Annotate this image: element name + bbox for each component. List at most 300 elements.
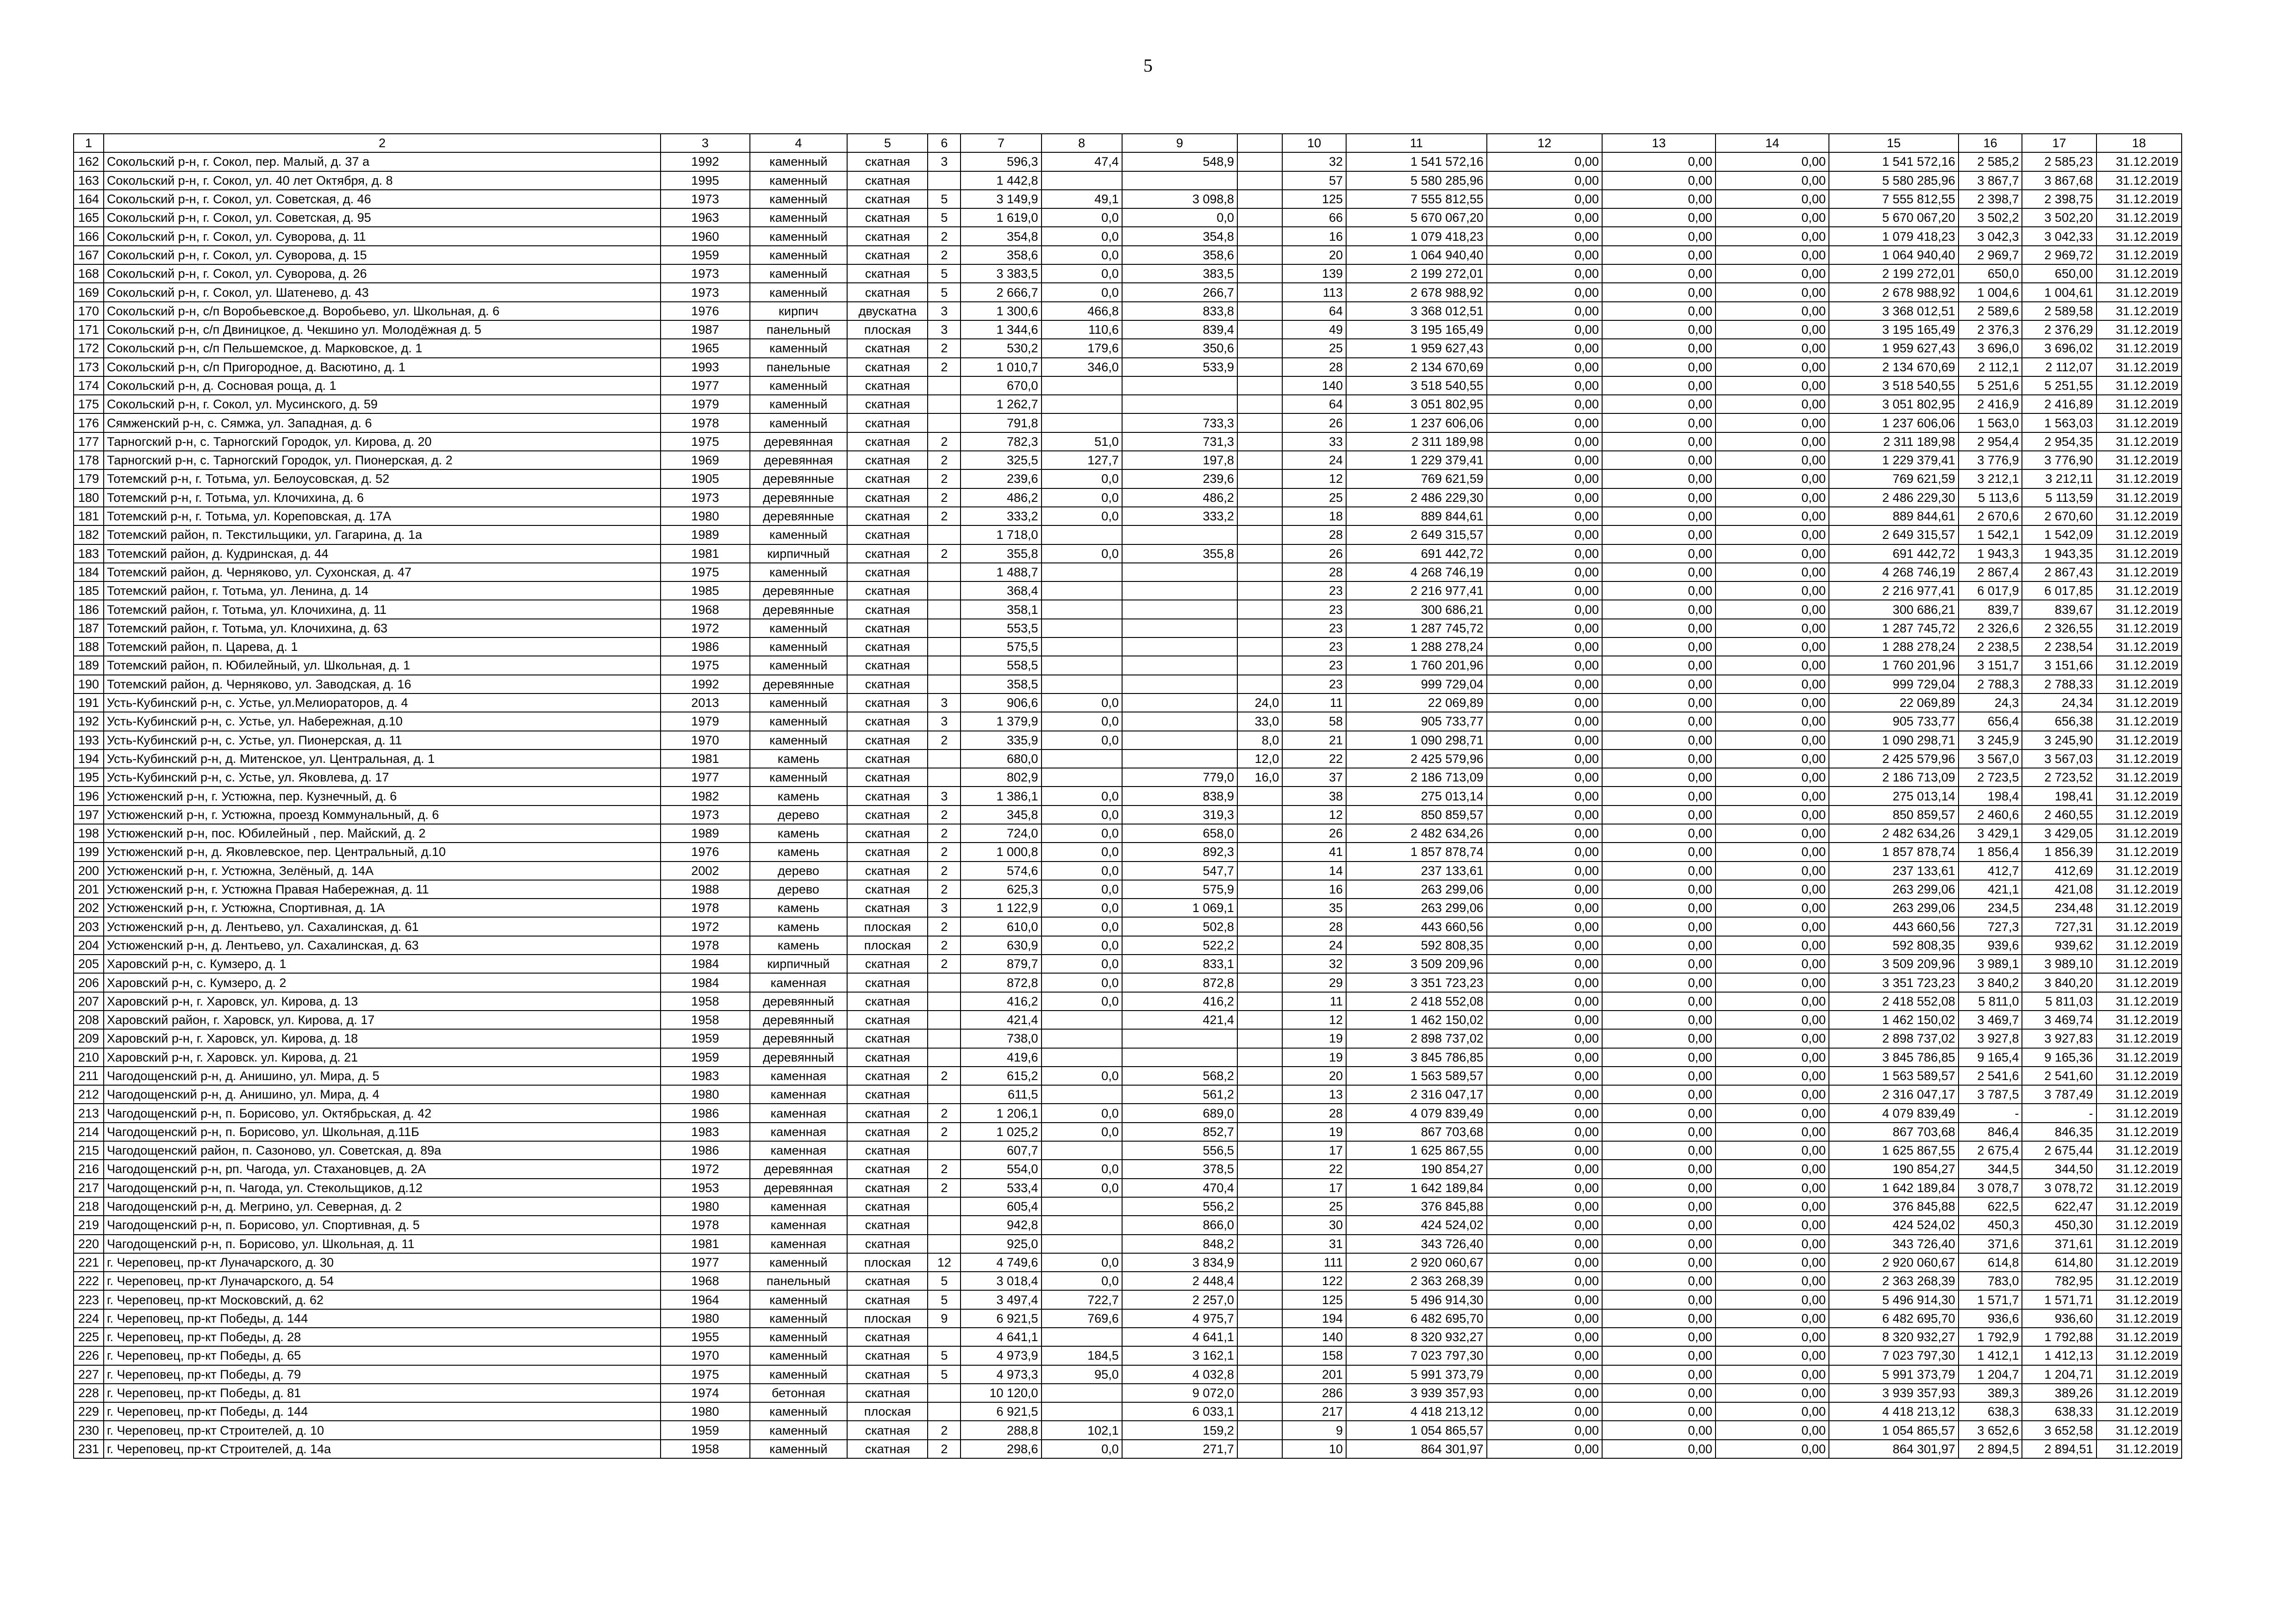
table-cell-16: 850 859,57 <box>1829 806 1959 824</box>
table-cell-1: 218 <box>74 1197 104 1216</box>
table-cell-6: 2 <box>928 1440 961 1458</box>
header-row <box>74 134 2182 152</box>
table-cell-10 <box>1237 1402 1282 1421</box>
table-cell-14: 0,00 <box>1602 395 1716 413</box>
table-cell-10 <box>1237 1272 1282 1290</box>
table-cell-7: 558,5 <box>961 656 1041 675</box>
table-cell-3: 1979 <box>661 395 749 413</box>
table-cell-3: 1975 <box>661 656 749 675</box>
table-cell-3: 1972 <box>661 619 749 637</box>
table-cell-2: Тотемский район, д. Черняково, ул. Сухонская, д. 47 <box>104 563 661 581</box>
table-cell-4: дерево <box>750 806 848 824</box>
table-row <box>74 637 2182 656</box>
table-cell-19: 31.12.2019 <box>2096 656 2182 675</box>
table-cell-10 <box>1237 1160 1282 1178</box>
table-cell-4: деревянный <box>750 1029 848 1048</box>
table-cell-10 <box>1237 675 1282 693</box>
table-cell-11: 19 <box>1282 1123 1346 1141</box>
table-cell-10 <box>1237 339 1282 357</box>
table-cell-19: 31.12.2019 <box>2096 1235 2182 1253</box>
table-cell-1: 199 <box>74 843 104 861</box>
table-cell-2: Харовский р-н, г. Харовск, ул. Кирова, д. 18 <box>104 1029 661 1048</box>
table-cell-14: 0,00 <box>1602 750 1716 768</box>
table-cell-11: 140 <box>1282 1328 1346 1346</box>
table-cell-4: каменный <box>750 246 848 264</box>
table-cell-16: 2 898 737,02 <box>1829 1029 1959 1048</box>
table-cell-15: 0,00 <box>1716 358 1829 376</box>
table-cell-11: 9 <box>1282 1421 1346 1439</box>
table-cell-11: 30 <box>1282 1216 1346 1234</box>
table-cell-2: Чагодощенский р-н, п. Борисово, ул. Школьная, д. 11 <box>104 1235 661 1253</box>
table-cell-6: 12 <box>928 1253 961 1272</box>
table-cell-5: скатная <box>847 1365 928 1384</box>
table-cell-19: 31.12.2019 <box>2096 432 2182 451</box>
table-cell-19: 31.12.2019 <box>2096 955 2182 973</box>
table-cell-17: 2 398,7 <box>1959 190 2022 208</box>
table-cell-14: 0,00 <box>1602 712 1716 731</box>
table-cell-16: 2 920 060,67 <box>1829 1253 1959 1272</box>
table-cell-4: каменный <box>750 1402 848 1421</box>
table-cell-18: 3 078,72 <box>2022 1179 2096 1197</box>
table-cell-4: каменный <box>750 1365 848 1384</box>
table-row <box>74 544 2182 563</box>
table-cell-5: скатная <box>847 1216 928 1234</box>
table-cell-1: 188 <box>74 637 104 656</box>
table-cell-14: 0,00 <box>1602 1216 1716 1234</box>
table-cell-7: 4 749,6 <box>961 1253 1041 1272</box>
table-cell-1: 184 <box>74 563 104 581</box>
table-cell-14: 0,00 <box>1602 488 1716 507</box>
table-cell-2: Харовский р-н, с. Кумзеро, д. 2 <box>104 973 661 992</box>
table-cell-7: 1 718,0 <box>961 525 1041 544</box>
table-cell-17: - <box>1959 1104 2022 1122</box>
table-cell-14: 0,00 <box>1602 171 1716 190</box>
table-cell-14: 0,00 <box>1602 302 1716 320</box>
table-cell-2: Усть-Кубинский р-н, с. Устье, ул. Пионерская, д. 11 <box>104 731 661 750</box>
table-cell-11: 32 <box>1282 955 1346 973</box>
table-cell-4: каменный <box>750 413 848 432</box>
table-cell-6: 2 <box>928 227 961 245</box>
table-cell-3: 1980 <box>661 1309 749 1328</box>
table-cell-17: 2 326,6 <box>1959 619 2022 637</box>
table-cell-2: Сокольский р-н, г. Сокол, ул. Суворова, д. 15 <box>104 246 661 264</box>
table-cell-19: 31.12.2019 <box>2096 1216 2182 1234</box>
table-cell-2: Сокольский р-н, г. Сокол, ул. Советская, д. 95 <box>104 208 661 227</box>
table-cell-6 <box>928 376 961 395</box>
table-cell-6: 5 <box>928 1346 961 1365</box>
table-cell-11: 17 <box>1282 1141 1346 1160</box>
table-cell-12: 1 090 298,71 <box>1346 731 1487 750</box>
table-cell-18: 2 894,51 <box>2022 1440 2096 1458</box>
table-cell-10 <box>1237 246 1282 264</box>
table-cell-15: 0,00 <box>1716 1365 1829 1384</box>
table-cell-9 <box>1122 637 1237 656</box>
table-cell-16: 2 216 977,41 <box>1829 581 1959 600</box>
table-cell-2: Тотемский район, г. Тотьма, ул. Ленина, д. 14 <box>104 581 661 600</box>
table-cell-18: 9 165,36 <box>2022 1048 2096 1067</box>
table-cell-6: 3 <box>928 899 961 917</box>
table-cell-18: 3 042,33 <box>2022 227 2096 245</box>
table-cell-5: скатная <box>847 469 928 488</box>
table-cell-17: 1 004,6 <box>1959 283 2022 301</box>
table-cell-19: 31.12.2019 <box>2096 731 2182 750</box>
table-cell-10 <box>1237 283 1282 301</box>
table-cell-12: 237 133,61 <box>1346 862 1487 880</box>
table-cell-6: 2 <box>928 246 961 264</box>
table-cell-6 <box>928 675 961 693</box>
table-cell-3: 1969 <box>661 451 749 469</box>
table-cell-18: 371,61 <box>2022 1235 2096 1253</box>
table-cell-1: 225 <box>74 1328 104 1346</box>
table-row <box>74 992 2182 1011</box>
table-cell-19: 31.12.2019 <box>2096 1328 2182 1346</box>
table-cell-14: 0,00 <box>1602 227 1716 245</box>
table-cell-2: г. Череповец, пр-кт Победы, д. 81 <box>104 1384 661 1402</box>
table-cell-6: 2 <box>928 843 961 861</box>
table-cell-8: 102,1 <box>1042 1421 1122 1439</box>
table-cell-3: 1977 <box>661 376 749 395</box>
table-cell-13: 0,00 <box>1487 581 1602 600</box>
table-cell-1: 214 <box>74 1123 104 1141</box>
table-cell-12: 1 287 745,72 <box>1346 619 1487 637</box>
table-cell-6: 5 <box>928 264 961 283</box>
table-cell-7: 345,8 <box>961 806 1041 824</box>
table-cell-12: 4 079 839,49 <box>1346 1104 1487 1122</box>
table-cell-5: скатная <box>847 787 928 805</box>
table-cell-2: Сокольский р-н, г. Сокол, ул. Советская, д. 46 <box>104 190 661 208</box>
table-cell-11: 23 <box>1282 656 1346 675</box>
table-cell-1: 200 <box>74 862 104 880</box>
table-cell-2: Сокольский р-н, г. Сокол, ул. 40 лет Октября, д. 8 <box>104 171 661 190</box>
table-cell-16: 4 079 839,49 <box>1829 1104 1959 1122</box>
table-cell-14: 0,00 <box>1602 1085 1716 1104</box>
table-cell-9: 866,0 <box>1122 1216 1237 1234</box>
table-cell-5: скатная <box>847 190 928 208</box>
table-cell-12: 376 845,88 <box>1346 1197 1487 1216</box>
table-cell-6 <box>928 973 961 992</box>
table-cell-3: 1988 <box>661 880 749 899</box>
table-cell-7: 872,8 <box>961 973 1041 992</box>
table-cell-12: 850 859,57 <box>1346 806 1487 824</box>
table-row <box>74 1123 2182 1141</box>
table-cell-3: 1959 <box>661 1421 749 1439</box>
table-cell-15: 0,00 <box>1716 917 1829 936</box>
table-cell-6: 5 <box>928 1272 961 1290</box>
table-cell-2: Тотемский район, п. Текстильщики, ул. Гагарина, д. 1а <box>104 525 661 544</box>
table-cell-10 <box>1237 787 1282 805</box>
table-cell-5: скатная <box>847 358 928 376</box>
table-cell-7: 368,4 <box>961 581 1041 600</box>
table-cell-14: 0,00 <box>1602 1402 1716 1421</box>
table-cell-2: г. Череповец, пр-кт Луначарского, д. 30 <box>104 1253 661 1272</box>
table-cell-10: 16,0 <box>1237 768 1282 787</box>
table-cell-1: 223 <box>74 1290 104 1309</box>
table-cell-15: 0,00 <box>1716 1421 1829 1439</box>
table-cell-10 <box>1237 955 1282 973</box>
table-cell-16: 1 287 745,72 <box>1829 619 1959 637</box>
table-cell-8: 722,7 <box>1042 1290 1122 1309</box>
table-cell-13: 0,00 <box>1487 1384 1602 1402</box>
table-cell-13: 0,00 <box>1487 1067 1602 1085</box>
table-cell-4: дерево <box>750 862 848 880</box>
table-cell-4: каменный <box>750 283 848 301</box>
table-cell-5: скатная <box>847 824 928 843</box>
table-row <box>74 806 2182 824</box>
table-cell-9: 2 448,4 <box>1122 1272 1237 1290</box>
table-cell-2: г. Череповец, пр-кт Строителей, д. 10 <box>104 1421 661 1439</box>
table-cell-11: 41 <box>1282 843 1346 861</box>
table-cell-18: 2 541,60 <box>2022 1067 2096 1085</box>
table-row <box>74 395 2182 413</box>
table-cell-2: Тарногский р-н, с. Тарногский Городок, ул. Пионерская, д. 2 <box>104 451 661 469</box>
table-cell-18: 3 567,03 <box>2022 750 2096 768</box>
table-row <box>74 824 2182 843</box>
table-cell-6: 5 <box>928 190 961 208</box>
header-cell-17: 16 <box>1959 134 2022 152</box>
table-cell-10: 12,0 <box>1237 750 1282 768</box>
table-cell-14: 0,00 <box>1602 1440 1716 1458</box>
table-cell-11: 31 <box>1282 1235 1346 1253</box>
table-cell-12: 1 462 150,02 <box>1346 1011 1487 1029</box>
table-cell-10 <box>1237 600 1282 618</box>
table-row <box>74 656 2182 675</box>
table-cell-19: 31.12.2019 <box>2096 1011 2182 1029</box>
table-cell-12: 2 418 552,08 <box>1346 992 1487 1011</box>
table-cell-11: 13 <box>1282 1085 1346 1104</box>
table-cell-11: 20 <box>1282 1067 1346 1085</box>
table-cell-1: 167 <box>74 246 104 264</box>
table-cell-15: 0,00 <box>1716 581 1829 600</box>
table-cell-12: 263 299,06 <box>1346 899 1487 917</box>
table-cell-15: 0,00 <box>1716 246 1829 264</box>
table-cell-2: Сокольский р-н, д. Сосновая роща, д. 1 <box>104 376 661 395</box>
table-cell-12: 1 642 189,84 <box>1346 1179 1487 1197</box>
table-cell-14: 0,00 <box>1602 1011 1716 1029</box>
table-cell-7: 354,8 <box>961 227 1041 245</box>
table-cell-9: 547,7 <box>1122 862 1237 880</box>
table-cell-16: 999 729,04 <box>1829 675 1959 693</box>
table-cell-13: 0,00 <box>1487 1029 1602 1048</box>
table-cell-3: 1968 <box>661 600 749 618</box>
table-cell-4: каменный <box>750 731 848 750</box>
table-row <box>74 190 2182 208</box>
table-cell-8: 0,0 <box>1042 955 1122 973</box>
table-row <box>74 1365 2182 1384</box>
table-cell-9: 2 257,0 <box>1122 1290 1237 1309</box>
table-cell-16: 3 195 165,49 <box>1829 320 1959 339</box>
table-row <box>74 675 2182 693</box>
table-cell-18: 3 776,90 <box>2022 451 2096 469</box>
table-cell-17: 936,6 <box>1959 1309 2022 1328</box>
table-row <box>74 1384 2182 1402</box>
table-cell-19: 31.12.2019 <box>2096 862 2182 880</box>
table-cell-3: 1973 <box>661 190 749 208</box>
table-cell-6 <box>928 171 961 190</box>
table-cell-19: 31.12.2019 <box>2096 227 2182 245</box>
table-cell-13: 0,00 <box>1487 656 1602 675</box>
table-cell-7: 288,8 <box>961 1421 1041 1439</box>
table-cell-18: 2 460,55 <box>2022 806 2096 824</box>
table-cell-3: 1959 <box>661 1029 749 1048</box>
table-cell-17: 3 469,7 <box>1959 1011 2022 1029</box>
table-cell-15: 0,00 <box>1716 712 1829 731</box>
table-cell-18: 3 867,68 <box>2022 171 2096 190</box>
table-cell-19: 31.12.2019 <box>2096 1290 2182 1309</box>
table-cell-16: 376 845,88 <box>1829 1197 1959 1216</box>
table-cell-1: 228 <box>74 1384 104 1402</box>
table-cell-5: скатная <box>847 955 928 973</box>
table-cell-18: 3 787,49 <box>2022 1085 2096 1104</box>
table-cell-17: 1 943,3 <box>1959 544 2022 563</box>
table-cell-14: 0,00 <box>1602 507 1716 525</box>
table-cell-10 <box>1237 1011 1282 1029</box>
table-cell-11: 12 <box>1282 806 1346 824</box>
table-cell-7: 802,9 <box>961 768 1041 787</box>
table-cell-2: Чагодощенский р-н, д. Анишино, ул. Мира, д. 4 <box>104 1085 661 1104</box>
table-cell-1: 212 <box>74 1085 104 1104</box>
table-cell-7: 1 000,8 <box>961 843 1041 861</box>
table-cell-8: 0,0 <box>1042 880 1122 899</box>
table-cell-13: 0,00 <box>1487 1123 1602 1141</box>
table-cell-7: 1 122,9 <box>961 899 1041 917</box>
table-cell-17: 3 151,7 <box>1959 656 2022 675</box>
table-cell-7: 4 641,1 <box>961 1328 1041 1346</box>
table-cell-19: 31.12.2019 <box>2096 768 2182 787</box>
table-cell-5: скатная <box>847 227 928 245</box>
table-cell-2: Тотемский район, г. Тотьма, ул. Клочихина, д. 63 <box>104 619 661 637</box>
table-cell-8 <box>1042 1235 1122 1253</box>
table-cell-19: 31.12.2019 <box>2096 750 2182 768</box>
table-cell-3: 1973 <box>661 283 749 301</box>
table-cell-6 <box>928 1197 961 1216</box>
table-cell-16: 2 425 579,96 <box>1829 750 1959 768</box>
table-cell-2: Устюженский р-н, г. Устюжна, проезд Коммунальный, д. 6 <box>104 806 661 824</box>
table-cell-10 <box>1237 862 1282 880</box>
table-cell-15: 0,00 <box>1716 525 1829 544</box>
table-cell-19: 31.12.2019 <box>2096 395 2182 413</box>
table-cell-16: 1 625 867,55 <box>1829 1141 1959 1160</box>
table-cell-16: 343 726,40 <box>1829 1235 1959 1253</box>
table-cell-11: 12 <box>1282 469 1346 488</box>
table-cell-13: 0,00 <box>1487 208 1602 227</box>
table-cell-7: 358,6 <box>961 246 1041 264</box>
table-cell-17: 1 792,9 <box>1959 1328 2022 1346</box>
table-cell-9: 733,3 <box>1122 413 1237 432</box>
table-cell-18: 2 376,29 <box>2022 320 2096 339</box>
table-row <box>74 693 2182 712</box>
table-cell-19: 31.12.2019 <box>2096 302 2182 320</box>
table-cell-7: 554,0 <box>961 1160 1041 1178</box>
table-cell-13: 0,00 <box>1487 787 1602 805</box>
table-cell-4: деревянные <box>750 469 848 488</box>
table-cell-8 <box>1042 581 1122 600</box>
table-cell-19: 31.12.2019 <box>2096 973 2182 992</box>
table-cell-11: 32 <box>1282 152 1346 171</box>
table-cell-17: 2 585,2 <box>1959 152 2022 171</box>
table-cell-18: 1 542,09 <box>2022 525 2096 544</box>
table-cell-13: 0,00 <box>1487 264 1602 283</box>
table-cell-13: 0,00 <box>1487 320 1602 339</box>
table-cell-4: деревянные <box>750 581 848 600</box>
table-cell-7: 533,4 <box>961 1179 1041 1197</box>
table-cell-3: 1974 <box>661 1384 749 1402</box>
table-cell-15: 0,00 <box>1716 1123 1829 1141</box>
table-cell-8 <box>1042 1085 1122 1104</box>
table-cell-13: 0,00 <box>1487 862 1602 880</box>
table-cell-2: г. Череповец, пр-кт Победы, д. 144 <box>104 1402 661 1421</box>
table-cell-7: 670,0 <box>961 376 1041 395</box>
table-cell-3: 1978 <box>661 899 749 917</box>
table-cell-13: 0,00 <box>1487 1328 1602 1346</box>
table-cell-3: 1992 <box>661 152 749 171</box>
table-cell-9 <box>1122 600 1237 618</box>
table-cell-8: 346,0 <box>1042 358 1122 376</box>
table-cell-13: 0,00 <box>1487 1179 1602 1197</box>
table-cell-16: 905 733,77 <box>1829 712 1959 731</box>
table-cell-5: двускатна <box>847 302 928 320</box>
table-cell-12: 4 418 213,12 <box>1346 1402 1487 1421</box>
table-cell-10 <box>1237 432 1282 451</box>
table-cell-12: 3 351 723,23 <box>1346 973 1487 992</box>
table-cell-16: 5 670 067,20 <box>1829 208 1959 227</box>
table-cell-14: 0,00 <box>1602 955 1716 973</box>
table-cell-19: 31.12.2019 <box>2096 525 2182 544</box>
table-row <box>74 1104 2182 1122</box>
table-cell-5: скатная <box>847 619 928 637</box>
table-cell-2: Устюженский р-н, д. Яковлевское, пер. Центральный, д.10 <box>104 843 661 861</box>
table-cell-13: 0,00 <box>1487 1402 1602 1421</box>
table-cell-4: каменная <box>750 1197 848 1216</box>
table-cell-14: 0,00 <box>1602 1160 1716 1178</box>
table-cell-2: Тотемский район, д. Кудринская, д. 44 <box>104 544 661 563</box>
table-cell-9: 568,2 <box>1122 1067 1237 1085</box>
table-cell-16: 22 069,89 <box>1829 693 1959 712</box>
table-cell-1: 207 <box>74 992 104 1011</box>
table-cell-7: 298,6 <box>961 1440 1041 1458</box>
table-cell-11: 20 <box>1282 246 1346 264</box>
table-cell-7: 1 619,0 <box>961 208 1041 227</box>
table-cell-12: 864 301,97 <box>1346 1440 1487 1458</box>
table-cell-11: 35 <box>1282 899 1346 917</box>
table-cell-18: 234,48 <box>2022 899 2096 917</box>
table-cell-7: 596,3 <box>961 152 1041 171</box>
table-cell-6 <box>928 563 961 581</box>
table-cell-5: скатная <box>847 1290 928 1309</box>
table-cell-16: 4 418 213,12 <box>1829 1402 1959 1421</box>
table-cell-3: 1989 <box>661 824 749 843</box>
table-cell-19: 31.12.2019 <box>2096 376 2182 395</box>
table-cell-5: скатная <box>847 544 928 563</box>
table-row <box>74 973 2182 992</box>
table-cell-15: 0,00 <box>1716 1384 1829 1402</box>
table-cell-5: скатная <box>847 1197 928 1216</box>
table-cell-9: 839,4 <box>1122 320 1237 339</box>
table-cell-9: 561,2 <box>1122 1085 1237 1104</box>
table-cell-6 <box>928 1235 961 1253</box>
table-cell-5: скатная <box>847 992 928 1011</box>
table-cell-15: 0,00 <box>1716 1440 1829 1458</box>
table-cell-2: Тотемский район, д. Черняково, ул. Заводская, д. 16 <box>104 675 661 693</box>
table-cell-9: 355,8 <box>1122 544 1237 563</box>
table-cell-5: скатная <box>847 880 928 899</box>
table-cell-18: 24,34 <box>2022 693 2096 712</box>
table-cell-8: 0,0 <box>1042 283 1122 301</box>
table-cell-1: 224 <box>74 1309 104 1328</box>
table-cell-11: 22 <box>1282 750 1346 768</box>
table-cell-1: 186 <box>74 600 104 618</box>
table-cell-17: 6 017,9 <box>1959 581 2022 600</box>
table-cell-19: 31.12.2019 <box>2096 712 2182 731</box>
